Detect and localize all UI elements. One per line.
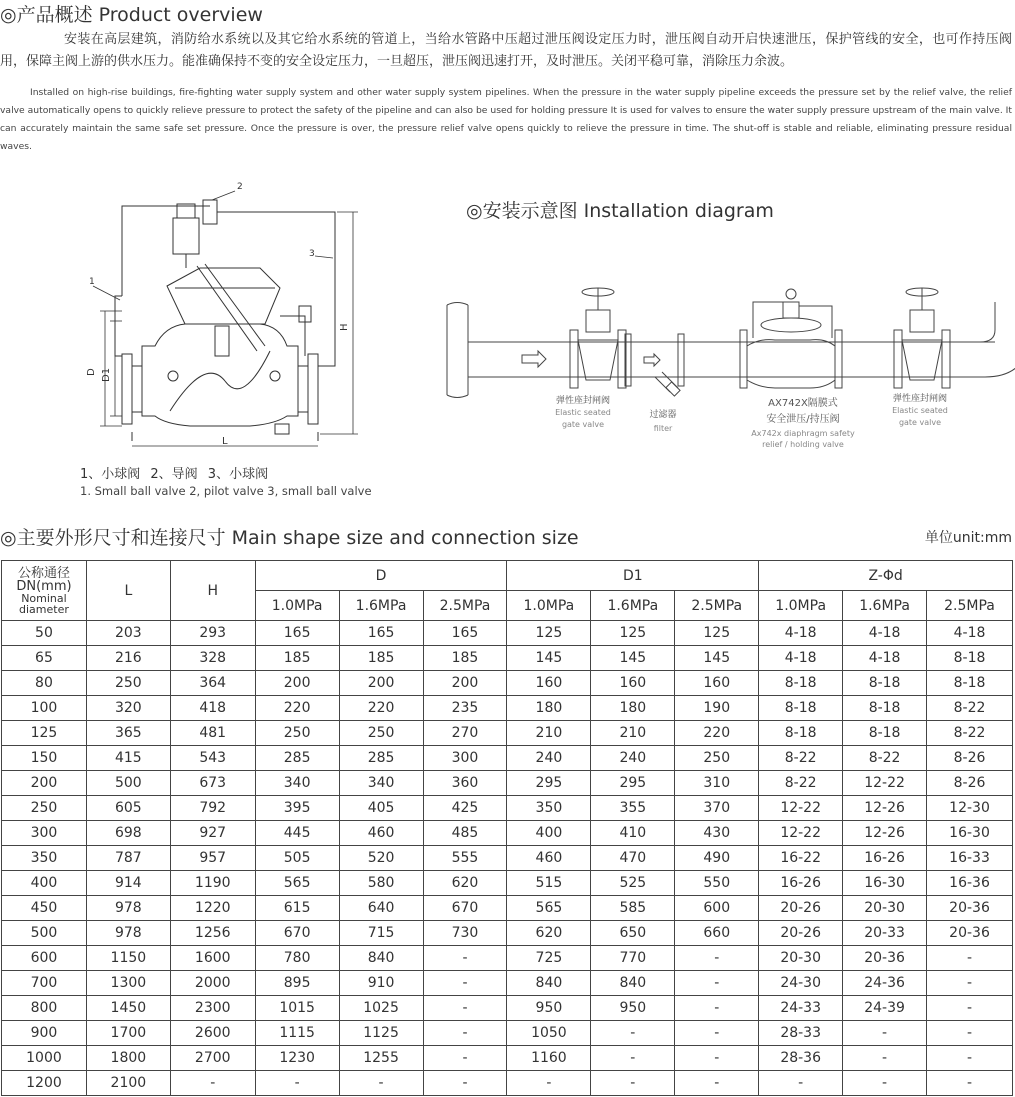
table-cell: 1000 bbox=[2, 1046, 87, 1071]
table-cell: 673 bbox=[170, 771, 255, 796]
table-cell: 2100 bbox=[86, 1071, 170, 1096]
table-cell: 8-18 bbox=[843, 696, 927, 721]
install-relief-valve-label-en2: relief / holding valve bbox=[762, 440, 844, 449]
table-cell: 515 bbox=[507, 871, 591, 896]
table-cell: 730 bbox=[423, 921, 507, 946]
table-cell: 1800 bbox=[86, 1046, 170, 1071]
table-cell: 430 bbox=[675, 821, 759, 846]
table-cell: 185 bbox=[423, 646, 507, 671]
table-cell: - bbox=[423, 946, 507, 971]
table-cell: 16-30 bbox=[927, 821, 1013, 846]
table-cell: 8-26 bbox=[927, 746, 1013, 771]
table-row bbox=[2, 996, 1013, 1021]
table-cell: 250 bbox=[339, 721, 423, 746]
table-cell: - bbox=[927, 1046, 1013, 1071]
table-row bbox=[2, 896, 1013, 921]
table-cell: 800 bbox=[2, 996, 87, 1021]
table-cell: 16-36 bbox=[927, 871, 1013, 896]
table-cell: 1025 bbox=[339, 996, 423, 1021]
table-cell: 585 bbox=[591, 896, 675, 921]
table-cell: 20-36 bbox=[927, 896, 1013, 921]
table-cell: 355 bbox=[591, 796, 675, 821]
table-cell: 125 bbox=[591, 621, 675, 646]
table-cell: 20-30 bbox=[843, 896, 927, 921]
header-D-1.6mpa: 1.6MPa bbox=[339, 591, 423, 621]
valve-legend-en: 1. Small ball valve 2, pilot valve 3, small ball valve bbox=[80, 484, 372, 498]
header-D1: D1 bbox=[507, 561, 759, 591]
table-cell: 1255 bbox=[339, 1046, 423, 1071]
table-cell: 350 bbox=[507, 796, 591, 821]
table-cell: 220 bbox=[255, 696, 339, 721]
table-cell: 24-36 bbox=[843, 971, 927, 996]
table-cell: - bbox=[843, 1021, 927, 1046]
table-cell: 2000 bbox=[170, 971, 255, 996]
table-row bbox=[2, 646, 1013, 671]
header-D1-1.0mpa: 1.0MPa bbox=[507, 591, 591, 621]
table-cell: 978 bbox=[86, 921, 170, 946]
table-cell: 250 bbox=[2, 796, 87, 821]
table-cell: 270 bbox=[423, 721, 507, 746]
table-cell: 24-33 bbox=[759, 996, 843, 1021]
table-cell: 165 bbox=[255, 621, 339, 646]
dimensions-table-body bbox=[2, 621, 1013, 1096]
table-cell: - bbox=[927, 1021, 1013, 1046]
header-Z-1.6mpa: 1.6MPa bbox=[843, 591, 927, 621]
table-cell: 470 bbox=[591, 846, 675, 871]
table-cell: 1190 bbox=[170, 871, 255, 896]
dim-label-L: L bbox=[222, 436, 228, 447]
table-cell: 1200 bbox=[2, 1071, 87, 1096]
table-row bbox=[2, 721, 1013, 746]
table-cell: 8-18 bbox=[843, 671, 927, 696]
table-row bbox=[2, 771, 1013, 796]
table-cell: 1150 bbox=[86, 946, 170, 971]
table-cell: 125 bbox=[675, 621, 759, 646]
table-cell: 670 bbox=[255, 921, 339, 946]
table-cell: 1160 bbox=[507, 1046, 591, 1071]
table-cell: 1015 bbox=[255, 996, 339, 1021]
table-cell: 600 bbox=[675, 896, 759, 921]
table-cell: 787 bbox=[86, 846, 170, 871]
table-cell: 165 bbox=[339, 621, 423, 646]
table-cell: 605 bbox=[86, 796, 170, 821]
installation-diagram-title: ◎安装示意图 Installation diagram bbox=[466, 200, 774, 222]
table-cell: 840 bbox=[591, 971, 675, 996]
table-cell: 200 bbox=[339, 671, 423, 696]
table-cell: 8-22 bbox=[927, 696, 1013, 721]
table-cell: 8-18 bbox=[759, 696, 843, 721]
table-cell: 12-22 bbox=[759, 796, 843, 821]
valve-label-1: 1 bbox=[89, 277, 95, 287]
table-cell: 840 bbox=[339, 946, 423, 971]
table-cell: 20-36 bbox=[927, 921, 1013, 946]
table-cell: 698 bbox=[86, 821, 170, 846]
table-cell: 320 bbox=[86, 696, 170, 721]
table-cell: - bbox=[843, 1071, 927, 1096]
table-cell: 410 bbox=[591, 821, 675, 846]
table-cell: 340 bbox=[255, 771, 339, 796]
table-cell: - bbox=[507, 1071, 591, 1096]
table-row bbox=[2, 746, 1013, 771]
table-cell: 216 bbox=[86, 646, 170, 671]
table-cell: 620 bbox=[423, 871, 507, 896]
table-cell: 12-26 bbox=[843, 796, 927, 821]
table-cell: 24-39 bbox=[843, 996, 927, 1021]
table-cell: 150 bbox=[2, 746, 87, 771]
table-cell: - bbox=[927, 946, 1013, 971]
table-cell: 555 bbox=[423, 846, 507, 871]
dimensions-table bbox=[1, 560, 1013, 1096]
install-filter-label-zh: 过滤器 bbox=[649, 410, 677, 420]
table-row bbox=[2, 821, 1013, 846]
table-cell: 700 bbox=[2, 971, 87, 996]
table-cell: 125 bbox=[507, 621, 591, 646]
table-cell: 295 bbox=[507, 771, 591, 796]
table-cell: 293 bbox=[170, 621, 255, 646]
table-cell: 978 bbox=[86, 896, 170, 921]
table-cell: 4-18 bbox=[927, 621, 1013, 646]
table-cell: - bbox=[927, 996, 1013, 1021]
table-row bbox=[2, 1071, 1013, 1096]
header-H: H bbox=[170, 561, 255, 621]
table-cell: 405 bbox=[339, 796, 423, 821]
table-cell: - bbox=[423, 971, 507, 996]
table-cell: 400 bbox=[2, 871, 87, 896]
dimensions-title: ◎主要外形尺寸和连接尺寸 Main shape size and connection size bbox=[0, 527, 579, 549]
table-cell: 580 bbox=[339, 871, 423, 896]
table-cell: 415 bbox=[86, 746, 170, 771]
table-cell: - bbox=[927, 971, 1013, 996]
table-cell: 300 bbox=[423, 746, 507, 771]
table-row bbox=[2, 796, 1013, 821]
table-cell: 240 bbox=[507, 746, 591, 771]
table-cell: 395 bbox=[255, 796, 339, 821]
table-row bbox=[2, 621, 1013, 646]
table-cell: 895 bbox=[255, 971, 339, 996]
table-cell: 1220 bbox=[170, 896, 255, 921]
table-cell: - bbox=[591, 1046, 675, 1071]
table-cell: 8-18 bbox=[759, 721, 843, 746]
table-cell: 210 bbox=[591, 721, 675, 746]
table-cell: 285 bbox=[339, 746, 423, 771]
table-row bbox=[2, 921, 1013, 946]
table-cell: 220 bbox=[339, 696, 423, 721]
table-cell: 640 bbox=[339, 896, 423, 921]
table-cell: 840 bbox=[507, 971, 591, 996]
table-cell: 190 bbox=[675, 696, 759, 721]
valve-label-3: 3 bbox=[309, 249, 315, 259]
install-relief-valve-label-zh2: 安全泄压/持压阀 bbox=[766, 414, 840, 425]
table-cell: 1230 bbox=[255, 1046, 339, 1071]
table-cell: 364 bbox=[170, 671, 255, 696]
table-cell: 24-30 bbox=[759, 971, 843, 996]
table-cell: 914 bbox=[86, 871, 170, 896]
header-D: D bbox=[255, 561, 507, 591]
dim-label-D1: D1 bbox=[101, 367, 112, 382]
table-cell: 203 bbox=[86, 621, 170, 646]
table-cell: 185 bbox=[339, 646, 423, 671]
table-cell: 950 bbox=[507, 996, 591, 1021]
table-cell: 16-22 bbox=[759, 846, 843, 871]
table-cell: 16-26 bbox=[843, 846, 927, 871]
table-cell: 80 bbox=[2, 671, 87, 696]
table-cell: 550 bbox=[675, 871, 759, 896]
table-cell: 250 bbox=[255, 721, 339, 746]
table-cell: 8-26 bbox=[927, 771, 1013, 796]
valve-legend-zh: 1、小球阀 2、导阀 3、小球阀 bbox=[80, 467, 269, 482]
table-cell: 650 bbox=[591, 921, 675, 946]
table-cell: 4-18 bbox=[843, 646, 927, 671]
header-dn: 公称通径 DN(mm) Nominal diameter bbox=[2, 561, 87, 621]
table-cell: 910 bbox=[339, 971, 423, 996]
table-cell: 235 bbox=[423, 696, 507, 721]
table-cell: 950 bbox=[591, 996, 675, 1021]
table-cell: - bbox=[591, 1021, 675, 1046]
table-cell: 300 bbox=[2, 821, 87, 846]
table-cell: 792 bbox=[170, 796, 255, 821]
table-cell: 1125 bbox=[339, 1021, 423, 1046]
table-cell: - bbox=[423, 1021, 507, 1046]
table-cell: - bbox=[675, 1021, 759, 1046]
table-cell: - bbox=[170, 1071, 255, 1096]
table-cell: 8-18 bbox=[843, 721, 927, 746]
table-cell: 481 bbox=[170, 721, 255, 746]
install-gate-valve-2-label-en2: gate valve bbox=[898, 418, 942, 427]
install-relief-valve-label-zh1: AX742X隔膜式 bbox=[768, 398, 838, 409]
table-cell: 1700 bbox=[86, 1021, 170, 1046]
table-cell: 370 bbox=[675, 796, 759, 821]
table-cell: - bbox=[759, 1071, 843, 1096]
table-cell: 8-22 bbox=[759, 771, 843, 796]
table-cell: 520 bbox=[339, 846, 423, 871]
table-cell: - bbox=[255, 1071, 339, 1096]
table-cell: - bbox=[675, 996, 759, 1021]
table-cell: 350 bbox=[2, 846, 87, 871]
table-cell: 565 bbox=[507, 896, 591, 921]
table-cell: 525 bbox=[591, 871, 675, 896]
table-cell: 460 bbox=[339, 821, 423, 846]
table-cell: 180 bbox=[591, 696, 675, 721]
install-gate-valve-2-label-zh: 弹性座封闸阀 bbox=[892, 394, 948, 404]
table-cell: 16-33 bbox=[927, 846, 1013, 871]
table-cell: 2700 bbox=[170, 1046, 255, 1071]
table-cell: 425 bbox=[423, 796, 507, 821]
table-cell: 1450 bbox=[86, 996, 170, 1021]
table-cell: 500 bbox=[2, 921, 87, 946]
table-cell: 16-26 bbox=[759, 871, 843, 896]
table-cell: 12-22 bbox=[843, 771, 927, 796]
header-Z-1.0mpa: 1.0MPa bbox=[759, 591, 843, 621]
table-cell: - bbox=[843, 1046, 927, 1071]
table-cell: - bbox=[591, 1071, 675, 1096]
table-cell: 28-36 bbox=[759, 1046, 843, 1071]
header-D1-1.6mpa: 1.6MPa bbox=[591, 591, 675, 621]
table-cell: 180 bbox=[507, 696, 591, 721]
product-overview-title: ◎产品概述 Product overview bbox=[0, 4, 263, 26]
table-cell: 12-22 bbox=[759, 821, 843, 846]
overview-text-zh: 安装在高层建筑，消防给水系统以及其它给水系统的管道上，当给水管路中压超过泄压阀设定压力时，泄压阀自动开启快速泄压，保护管线的安全，也可作持压阀用，保障主阀上游的供水压力。能准确保持不变的安全设定压力，一旦超压，泄压阀迅速打开，及时泄压。关闭平稳可靠，消除压力余波。 bbox=[0, 32, 1012, 69]
table-cell: 20-26 bbox=[759, 896, 843, 921]
table-cell: - bbox=[423, 996, 507, 1021]
table-cell: 1115 bbox=[255, 1021, 339, 1046]
table-cell: 145 bbox=[591, 646, 675, 671]
valve-dimension-drawing bbox=[75, 176, 375, 456]
table-cell: 200 bbox=[255, 671, 339, 696]
table-cell: 500 bbox=[86, 771, 170, 796]
table-cell: 8-22 bbox=[927, 721, 1013, 746]
install-filter-label-en: filter bbox=[653, 424, 673, 433]
table-cell: 185 bbox=[255, 646, 339, 671]
table-row bbox=[2, 846, 1013, 871]
table-cell: 160 bbox=[675, 671, 759, 696]
header-L: L bbox=[86, 561, 170, 621]
table-cell: - bbox=[675, 1046, 759, 1071]
install-gate-valve-1-label-en2: gate valve bbox=[561, 420, 605, 429]
header-Z-phi-d: Z-Φd bbox=[759, 561, 1013, 591]
table-cell: 8-18 bbox=[927, 646, 1013, 671]
table-cell: - bbox=[675, 1071, 759, 1096]
table-cell: - bbox=[675, 971, 759, 996]
table-cell: 200 bbox=[423, 671, 507, 696]
table-cell: 20-26 bbox=[759, 921, 843, 946]
table-cell: 16-30 bbox=[843, 871, 927, 896]
table-cell: 2600 bbox=[170, 1021, 255, 1046]
install-relief-valve-label-en1: Ax742x diaphragm safety bbox=[751, 429, 855, 438]
table-cell: 1300 bbox=[86, 971, 170, 996]
header-D-2.5mpa: 2.5MPa bbox=[423, 591, 507, 621]
table-cell: 450 bbox=[2, 896, 87, 921]
unit-label: 单位unit:mm bbox=[924, 530, 1012, 546]
table-cell: 360 bbox=[423, 771, 507, 796]
table-cell: 400 bbox=[507, 821, 591, 846]
dim-label-H: H bbox=[339, 323, 350, 331]
table-row bbox=[2, 671, 1013, 696]
table-cell: 210 bbox=[507, 721, 591, 746]
table-cell: 490 bbox=[675, 846, 759, 871]
table-cell: 1600 bbox=[170, 946, 255, 971]
table-cell: 485 bbox=[423, 821, 507, 846]
table-cell: 65 bbox=[2, 646, 87, 671]
table-cell: 220 bbox=[675, 721, 759, 746]
table-cell: - bbox=[423, 1071, 507, 1096]
table-cell: 1050 bbox=[507, 1021, 591, 1046]
table-cell: - bbox=[675, 946, 759, 971]
table-cell: - bbox=[927, 1071, 1013, 1096]
table-cell: 20-30 bbox=[759, 946, 843, 971]
header-D-1.0mpa: 1.0MPa bbox=[255, 591, 339, 621]
table-cell: 28-33 bbox=[759, 1021, 843, 1046]
table-cell: 160 bbox=[591, 671, 675, 696]
table-cell: 660 bbox=[675, 921, 759, 946]
table-cell: 240 bbox=[591, 746, 675, 771]
table-cell: 445 bbox=[255, 821, 339, 846]
table-cell: 2300 bbox=[170, 996, 255, 1021]
table-cell: 200 bbox=[2, 771, 87, 796]
table-cell: 250 bbox=[675, 746, 759, 771]
table-cell: 505 bbox=[255, 846, 339, 871]
table-cell: 100 bbox=[2, 696, 87, 721]
table-cell: 50 bbox=[2, 621, 87, 646]
overview-text-en: Installed on high-rise buildings, fire-fighting water supply system and other water supply system pipelines. When the pressure in the water supply pipeline exceeds the pressure set by the relief valve, the relief valve automatically opens to quickly relieve pressure to protect the safety of the pipeline and can also be used for holding pressure It is used for valves to ensure the water supply pressure upstream of the main valve. It can accurately maintain the same safe set pressure. Once the pressure is over, the pressure relief valve opens quickly to relieve the pressure in time. The shut-off is stable and reliable, eliminating pressure residual waves. bbox=[0, 87, 1012, 152]
table-cell: 780 bbox=[255, 946, 339, 971]
table-cell: 12-30 bbox=[927, 796, 1013, 821]
install-gate-valve-1-label-en1: Elastic seated bbox=[555, 408, 611, 417]
valve-label-2: 2 bbox=[237, 182, 243, 192]
table-cell: - bbox=[423, 1046, 507, 1071]
table-cell: 8-18 bbox=[759, 671, 843, 696]
installation-diagram bbox=[440, 280, 1015, 455]
table-cell: 957 bbox=[170, 846, 255, 871]
table-cell: 8-18 bbox=[927, 671, 1013, 696]
table-cell: 20-33 bbox=[843, 921, 927, 946]
table-cell: 600 bbox=[2, 946, 87, 971]
table-cell: 543 bbox=[170, 746, 255, 771]
table-cell: 715 bbox=[339, 921, 423, 946]
dim-label-D: D bbox=[86, 368, 97, 376]
table-cell: 460 bbox=[507, 846, 591, 871]
table-cell: 20-36 bbox=[843, 946, 927, 971]
table-cell: 8-22 bbox=[843, 746, 927, 771]
table-cell: 295 bbox=[591, 771, 675, 796]
table-cell: 125 bbox=[2, 721, 87, 746]
table-cell: 620 bbox=[507, 921, 591, 946]
table-cell: 670 bbox=[423, 896, 507, 921]
table-row bbox=[2, 946, 1013, 971]
table-cell: 340 bbox=[339, 771, 423, 796]
header-Z-2.5mpa: 2.5MPa bbox=[927, 591, 1013, 621]
table-cell: 4-18 bbox=[759, 621, 843, 646]
table-cell: 250 bbox=[86, 671, 170, 696]
table-cell: - bbox=[339, 1071, 423, 1096]
table-cell: 328 bbox=[170, 646, 255, 671]
table-cell: 365 bbox=[86, 721, 170, 746]
table-cell: 770 bbox=[591, 946, 675, 971]
table-cell: 565 bbox=[255, 871, 339, 896]
table-cell: 145 bbox=[675, 646, 759, 671]
table-cell: 285 bbox=[255, 746, 339, 771]
table-cell: 1256 bbox=[170, 921, 255, 946]
table-cell: 165 bbox=[423, 621, 507, 646]
table-cell: 418 bbox=[170, 696, 255, 721]
table-row bbox=[2, 696, 1013, 721]
table-cell: 310 bbox=[675, 771, 759, 796]
install-gate-valve-2-label-en1: Elastic seated bbox=[892, 406, 948, 415]
table-cell: 8-22 bbox=[759, 746, 843, 771]
table-cell: 615 bbox=[255, 896, 339, 921]
header-D1-2.5mpa: 2.5MPa bbox=[675, 591, 759, 621]
table-cell: 900 bbox=[2, 1021, 87, 1046]
table-cell: 725 bbox=[507, 946, 591, 971]
table-row bbox=[2, 1021, 1013, 1046]
table-row bbox=[2, 971, 1013, 996]
table-cell: 4-18 bbox=[843, 621, 927, 646]
table-row bbox=[2, 871, 1013, 896]
table-row bbox=[2, 1046, 1013, 1071]
install-gate-valve-1-label-zh: 弹性座封闸阀 bbox=[555, 396, 611, 406]
table-cell: 927 bbox=[170, 821, 255, 846]
table-cell: 4-18 bbox=[759, 646, 843, 671]
table-cell: 12-26 bbox=[843, 821, 927, 846]
table-cell: 145 bbox=[507, 646, 591, 671]
table-cell: 160 bbox=[507, 671, 591, 696]
